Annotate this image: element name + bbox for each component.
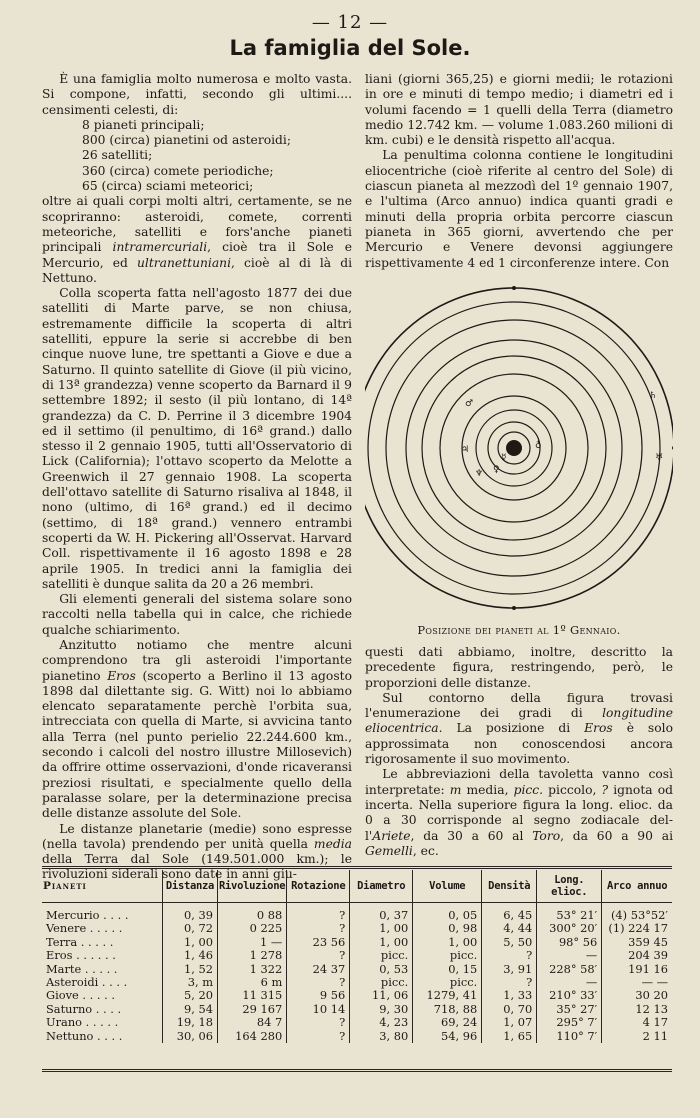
table-cell: —: [537, 949, 602, 962]
family-list: [42, 118, 352, 194]
table-cell: —: [537, 976, 602, 989]
table-cell: 54, 96: [413, 1030, 482, 1043]
table-cell: 300° 20′: [537, 922, 602, 935]
paragraph-abbreviations: Le abbreviazioni della tavoletta vanno così interpretate: m media, picc. piccolo, ? ignota od incerta. Nella superiore figura la long. elioc. da 0 a 30 corrisponde al segno zodiacale del-l'Ariete, da 30 a 60 al Toro, da 60 a 90 ai Gemelli, ec.: [365, 767, 673, 858]
table-cell: 84 7: [218, 1016, 287, 1029]
table-cell: 1, 00: [350, 936, 413, 949]
table-cell: — —: [641, 975, 668, 990]
paragraph-continuation: oltre ai quali corpi molti altri, certamente, se ne scopriranno: asteroidi, comete, correnti meteoriche, satelliti e fors'anche pianeti principali intramercuriali, cioè tra il Sole e Mercurio, ed ultranettuniani, cioè al di là di Nettuno.: [42, 194, 352, 285]
planet-marker-icon: ♃: [461, 445, 470, 455]
table-cell: 0 225: [218, 922, 287, 935]
table-cell: 9, 30: [350, 1003, 413, 1016]
planet-marker-icon: ♆: [475, 469, 484, 479]
table-cell: 1, 46: [163, 949, 218, 962]
table-cell: 4, 44: [482, 922, 537, 935]
table-cell: 1, 33: [482, 989, 537, 1002]
table-cell: 164 280: [218, 1030, 287, 1043]
table-cell: 53° 21′: [537, 903, 602, 923]
table-cell: 0, 98: [413, 922, 482, 935]
table-bottom-rule-double: [42, 1071, 672, 1072]
table-cell: ?: [482, 976, 537, 989]
list-item: 26 satelliti;: [82, 148, 153, 163]
planet-name-cell: Saturno . . . .: [42, 1003, 163, 1016]
table-cell: 3, m: [163, 976, 218, 989]
planet-name-cell: Terra . . . . .: [42, 936, 163, 949]
right-text-column-top: [365, 72, 673, 271]
column-header: Diametro: [350, 870, 413, 903]
column-header: Distanza: [163, 870, 218, 903]
table-cell: 110° 7′: [537, 1030, 602, 1043]
table-cell: 35° 27′: [537, 1003, 602, 1016]
table-row: [42, 903, 672, 923]
list-item: 800 (circa) pianetini od asteroidi;: [82, 133, 291, 148]
table-cell: ?: [287, 976, 350, 989]
table-cell: ?: [482, 949, 537, 962]
list-item: 65 (circa) sciami meteorici;: [82, 179, 254, 194]
table-cell: ?: [287, 1016, 350, 1029]
table-cell: 1 278: [218, 949, 287, 962]
table-cell: 5, 20: [163, 989, 218, 1002]
table-row: [42, 963, 672, 976]
left-text-column: [42, 72, 352, 883]
table-cell: ?: [287, 1030, 350, 1043]
table-cell: 3, 80: [350, 1030, 413, 1043]
page-title: La famiglia del Sole.: [229, 36, 471, 60]
list-item: 8 pianeti principali;: [82, 117, 205, 132]
table-cell: 359 45: [628, 934, 668, 949]
table-cell: 6 m: [218, 976, 287, 989]
paragraph-eros: Anzitutto notiamo che mentre alcuni comprendono tra gli asteroidi l'importante pianetino Eros (scoperto a Berlino il 13 agosto 1898 dal dilettante sig. G. Witt) noi lo abbiamo elencato separatamente perchè l'orbita sua, intrecciata con quella di Marte, si avvicina tanto alla Terra (nel punto perielio 22.244.600 km., secondo i calcoli del nostro illustre Millosevich) da offrire ottime osservazioni, d'onde ricaveransi preziosi risultati, e specialmente quello della paralasse solare, per la determinazione precisa delle distanze assolute del Sole.: [42, 637, 352, 821]
table-cell: 204 39: [628, 948, 668, 963]
table-row: [42, 1016, 672, 1029]
table-cell: picc.: [413, 949, 482, 962]
table-cell: 30 20: [635, 988, 668, 1003]
table-cell: 0 88: [218, 903, 287, 923]
table-cell: 0, 15: [413, 963, 482, 976]
page-number: — 12 —: [311, 12, 389, 33]
table-cell: picc.: [350, 976, 413, 989]
table-top-rule-double: [42, 868, 672, 869]
paragraph-figure: questi dati abbiamo, inoltre, descritto la precedente figura, restringendo, però, le proporzioni delle distanze.: [365, 645, 673, 690]
table-cell: picc.: [350, 949, 413, 962]
column-header: Volume: [413, 870, 482, 903]
planet-marker-icon: ♄: [649, 391, 658, 401]
table-cell: 1279, 41: [413, 989, 482, 1002]
table-cell: (1) 224 17: [608, 921, 668, 936]
table-cell: 0, 53: [350, 963, 413, 976]
table-bottom-rule: [42, 1069, 672, 1070]
column-header: Rotazione: [287, 870, 350, 903]
planet-marker-icon: ♂: [465, 399, 474, 409]
column-header: Densità: [482, 870, 537, 903]
table-cell: 11, 06: [350, 989, 413, 1002]
table-cell: 210° 33′: [537, 989, 602, 1002]
table-cell: 4, 23: [350, 1016, 413, 1029]
degree-tick: [672, 446, 673, 450]
planet-name-cell: Urano . . . . .: [42, 1016, 163, 1029]
table-cell: 0, 37: [350, 903, 413, 923]
table-cell: 1, 00: [413, 936, 482, 949]
table-cell: 10 14: [287, 1003, 350, 1016]
table-cell: 30, 06: [163, 1030, 218, 1043]
table-row: [42, 1030, 672, 1043]
table-cell: ?: [287, 922, 350, 935]
planet-name-cell: Nettuno . . . .: [42, 1030, 163, 1043]
table-cell: 5, 50: [482, 936, 537, 949]
table-cell: 1, 00: [350, 922, 413, 935]
table-cell: 1, 52: [163, 963, 218, 976]
table-cell: 4 17: [642, 1015, 668, 1030]
table-cell: picc.: [413, 976, 482, 989]
planet-name-cell: Eros . . . . . .: [42, 949, 163, 962]
list-item: 360 (circa) comete periodiche;: [82, 163, 274, 178]
degree-tick: [512, 606, 516, 610]
table-cell: 0, 05: [413, 903, 482, 923]
planet-marker-icon: ♀: [493, 465, 500, 475]
table-cell: 3, 91: [482, 963, 537, 976]
planet-elements-table: [42, 870, 672, 1043]
table-cell: ?: [287, 949, 350, 962]
table-cell: 6, 45: [482, 903, 537, 923]
table-cell: 23 56: [287, 936, 350, 949]
column-header: Rivoluzione: [218, 870, 287, 903]
paragraph-distances: Le distanze planetarie (medie) sono espresse (nella tavola) prendendo per unità quella media della Terra dal Sole (149.501.000 km.); le rivoluzioni siderali sono date in anni giu-: [42, 821, 352, 882]
table-cell: (4) 53°52′: [610, 908, 668, 922]
degree-tick: [512, 286, 516, 290]
paragraph-longitudes: La penultima colonna contiene le longitudini eliocentriche (cioè riferite al centro del Sole) di ciascun pianeta al mezzodì del 1º gennaio 1907, e l'ultima (Arco annuo) indica quanti gradi e minuti della propria orbita percorre ciascun pianeta in 365 giorni, avvertendo che per Mercurio e Venere devonsi aggiungere rispettivamente 4 ed 1 circonferenze intere. Con: [365, 148, 673, 270]
planet-orbits-diagram: [365, 282, 673, 618]
planet-name-cell: Giove . . . . .: [42, 989, 163, 1002]
figure-caption: Posizione dei pianeti al 1º Gennaio.: [417, 623, 621, 637]
table-cell: 69, 24: [413, 1016, 482, 1029]
planet-name-cell: Asteroidi . . . .: [42, 976, 163, 989]
table-cell: 12 13: [635, 1001, 668, 1016]
table-row: [42, 1003, 672, 1016]
table-row: [42, 949, 672, 962]
planet-name-cell: Marte . . . . .: [42, 963, 163, 976]
table-cell: 9, 54: [163, 1003, 218, 1016]
table-cell: 295° 7′: [537, 1016, 602, 1029]
table-cell: 0, 70: [482, 1003, 537, 1016]
table-cell: 9 56: [287, 989, 350, 1002]
paragraph-contour: Sul contorno della figura trovasi l'enumerazione dei gradi di longitudine eliocentrica. La posizione di Eros è solo approssimata non conoscendosi ancora rigorosamente il suo movimento.: [365, 690, 673, 767]
table-cell: 2 11: [642, 1028, 668, 1043]
planet-name-cell: Venere . . . . .: [42, 922, 163, 935]
table-cell: 0, 72: [163, 922, 218, 935]
right-text-column-bottom: [365, 645, 673, 859]
table-cell: 1, 65: [482, 1030, 537, 1043]
table-cell: 228° 58′: [537, 963, 602, 976]
table-cell: 98° 56: [537, 936, 602, 949]
sun-icon: [506, 440, 522, 456]
table-row: [42, 976, 672, 989]
table-row: [42, 936, 672, 949]
paragraph-satellites: Colla scoperta fatta nell'agosto 1877 dei due satelliti di Marte parve, se non chiusa, estremamente difficile la scoperta di altri satelliti, eppure la serie si accrebbe di ben cinque nuove lune, tre spettanti a Giove e due a Saturno. Il quinto satellite di Giove (il più vicino, di 13ª grandezza) venne scoperto da Barnard il 9 settembre 1892; il sesto (il più lontano, di 14ª grandezza) da C. D. Perrine il 3 dicembre 1904 ed il settimo (il penultimo, di 16ª grand.) dallo stesso il 2 gennaio 1905, tutti all'Osservatorio di Lick (California); l'ottavo scoperto da Melotte a Greenwich il 27 gennaio 1908. La scoperta dell'ottavo satellite di Saturno risaliva al 1848, il nono (ultimo, di 16ª grand.) ed il decimo (settimo, di 18ª grand.) vennero entrambi scoperti da W. H. Pickering all'Osservat. Harvard Coll. rispettivamente il 16 agosto 1898 e 28 aprile 1905. In tredici anni la famiglia dei satelliti è dunque salita da 20 a 26 membri.: [42, 286, 352, 591]
paragraph-elements: Gli elementi generali del sistema solare sono raccolti nella tabella qui in calce, che richiede qualche schiarimento.: [42, 592, 352, 637]
table-cell: 191 16: [628, 961, 668, 976]
planet-marker-icon: ☿: [501, 453, 507, 463]
table-cell: 19, 18: [163, 1016, 218, 1029]
table-row: [42, 922, 672, 935]
table-cell: 1 —: [218, 936, 287, 949]
table-cell: 1, 07: [482, 1016, 537, 1029]
table-cell: 718, 88: [413, 1003, 482, 1016]
paragraph-units: liani (giorni 365,25) e giorni medii; le rotazioni in ore e minuti di tempo medio; i diametri ed i volumi facendo = 1 quelli della Terra (diametro medio 12.742 km. — volume 1.083.260 milioni di km. cubi) e le densità rispetto all'acqua.: [365, 72, 673, 148]
table-cell: 24 37: [287, 963, 350, 976]
column-header: Long. elioc.: [537, 870, 602, 903]
column-header: Pianeti: [42, 870, 163, 903]
column-header: Arco annuo: [602, 870, 672, 903]
table-cell: 1 322: [218, 963, 287, 976]
table-cell: 1, 00: [163, 936, 218, 949]
table-cell: 0, 39: [163, 903, 218, 923]
planet-name-cell: Mercurio . . . .: [42, 903, 163, 923]
table-row: [42, 989, 672, 1002]
table-cell: 29 167: [218, 1003, 287, 1016]
table-cell: 11 315: [218, 989, 287, 1002]
intro-paragraph: È una famiglia molto numerosa e molto vasta. Si compone, infatti, secondo gli ultimi.... censimenti celesti, di:: [42, 72, 352, 117]
table-header-row: [42, 870, 672, 903]
planet-marker-icon: ♅: [655, 453, 664, 463]
table-top-rule: [42, 866, 672, 867]
table-cell: ?: [287, 903, 350, 923]
planet-marker-icon: ♁: [535, 441, 542, 451]
